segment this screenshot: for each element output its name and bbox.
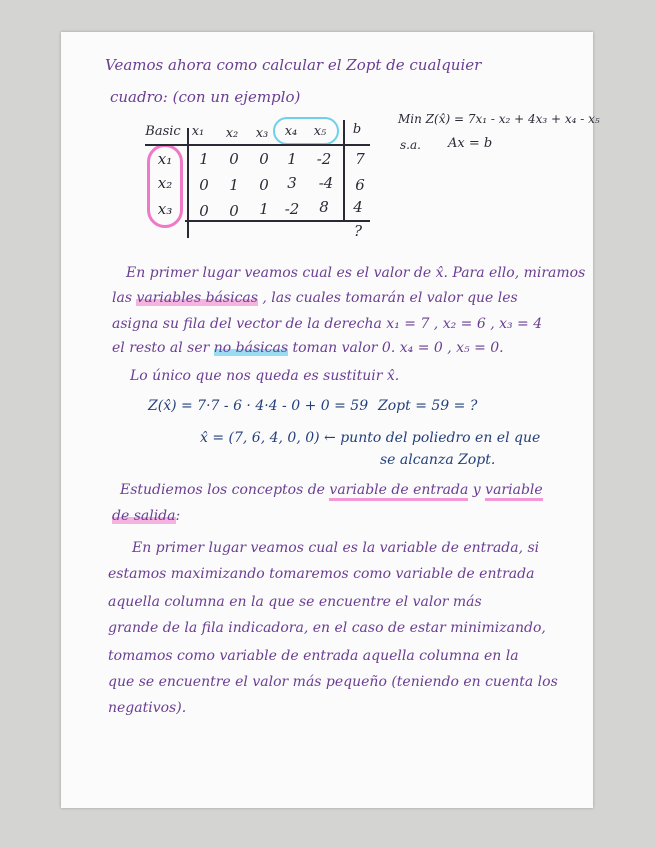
- para1-line4-pre: el resto al ser: [112, 340, 210, 356]
- para1-line2-post: , las cuales tomarán el valor que les: [262, 290, 518, 306]
- bottom-b-unknown: ?: [353, 222, 363, 240]
- zopt-value: Zopt = 59 = ?: [378, 398, 478, 414]
- header-b: b: [352, 122, 362, 137]
- row1-b: 7: [355, 150, 365, 168]
- row2-b: 6: [355, 176, 365, 194]
- para2-line2-post: :: [175, 508, 181, 524]
- para1-line4-post: toman valor 0. x₄ = 0 , x₅ = 0.: [292, 340, 504, 356]
- row2-x5: -4: [318, 174, 334, 192]
- constraint-eq: Ax = b: [448, 136, 493, 151]
- para3-line5: tomamos como variable de entrada aquella columna en la: [108, 648, 519, 664]
- para1-line2: [112, 290, 518, 306]
- row3-basic: x₃: [157, 200, 173, 218]
- objective-evaluation: Z(x̂) = 7·7 - 6 · 4·4 - 0 + 0 = 59: [148, 398, 369, 414]
- solution-vector-note: se alcanza Zopt.: [380, 452, 496, 468]
- header-x5: x₅: [313, 124, 327, 139]
- para3-line3: aquella columna en la que se encuentre el valor más: [108, 594, 482, 610]
- para2-line1-pre: Estudiemos los conceptos de: [120, 482, 325, 498]
- para1-line4: [112, 340, 504, 356]
- para1-line1: En primer lugar veamos cual es el valor de x̂. Para ello, miramos: [126, 265, 586, 281]
- term-leaving-variable-a: variable: [485, 482, 543, 501]
- para3-line7: negativos).: [108, 700, 187, 716]
- para1-line2-pre: las: [112, 290, 133, 306]
- para2-line1-mid: y: [472, 482, 481, 498]
- term-nonbasic: no básicas: [213, 340, 289, 356]
- row1-x5: -2: [316, 150, 332, 168]
- row2-x3: 0: [259, 176, 269, 194]
- row2-x4: 3: [287, 174, 297, 192]
- para3-line2: estamos maximizando tomaremos como variable de entrada: [108, 566, 535, 582]
- row3-x1: 0: [199, 202, 209, 220]
- intro-line-2: cuadro: (con un ejemplo): [110, 88, 301, 106]
- row2-basic: x₂: [157, 174, 173, 192]
- row3-x2: 0: [229, 202, 239, 220]
- para3-line6: que se encuentre el valor más pequeño (teniendo en cuenta los: [108, 674, 558, 690]
- term-entering-variable: variable de entrada: [329, 482, 468, 501]
- simplex-tableau: [145, 120, 375, 242]
- para2-line1: [120, 482, 543, 498]
- term-leaving-variable-b: de salida: [112, 508, 176, 524]
- row1-x1: 1: [199, 150, 209, 168]
- subject-to-label: s.a.: [400, 138, 421, 152]
- row3-x3: 1: [259, 200, 269, 218]
- row2-x1: 0: [199, 176, 209, 194]
- solution-vector: x̂ = (7, 6, 4, 0, 0) ← punto del poliedro en el que: [200, 430, 541, 446]
- row1-basic: x₁: [157, 150, 173, 168]
- term-basic-variables: variables básicas: [136, 290, 258, 306]
- row3-b: 4: [353, 198, 363, 216]
- header-x3: x₃: [255, 126, 269, 141]
- objective-function: Min Z(x̂) = 7x₁ - x₂ + 4x₃ + x₄ - x₅: [398, 112, 600, 126]
- header-x4: x₄: [284, 124, 298, 139]
- header-rule: [145, 144, 370, 146]
- para3-line4: grande de la fila indicadora, en el caso de estar minimizando,: [108, 620, 546, 636]
- row1-x2: 0: [229, 150, 239, 168]
- header-x2: x₂: [225, 126, 239, 141]
- row1-x4: 1: [287, 150, 297, 168]
- para1-line3: asigna su fila del vector de la derecha x₁ = 7 , x₂ = 6 , x₃ = 4: [112, 316, 543, 332]
- header-basic: Basic: [145, 124, 181, 139]
- row3-x5: 8: [319, 198, 329, 216]
- para2-line2: [112, 508, 180, 524]
- row3-x4: -2: [284, 200, 300, 218]
- para3-line1: En primer lugar veamos cual es la variable de entrada, si: [132, 540, 540, 556]
- intro-line-1: Veamos ahora como calcular el Zopt de cualquier: [105, 56, 482, 74]
- row2-x2: 1: [229, 176, 239, 194]
- header-x1: x₁: [191, 124, 205, 139]
- row1-x3: 0: [259, 150, 269, 168]
- para1-line5: Lo único que nos queda es sustituir x̂.: [130, 368, 400, 384]
